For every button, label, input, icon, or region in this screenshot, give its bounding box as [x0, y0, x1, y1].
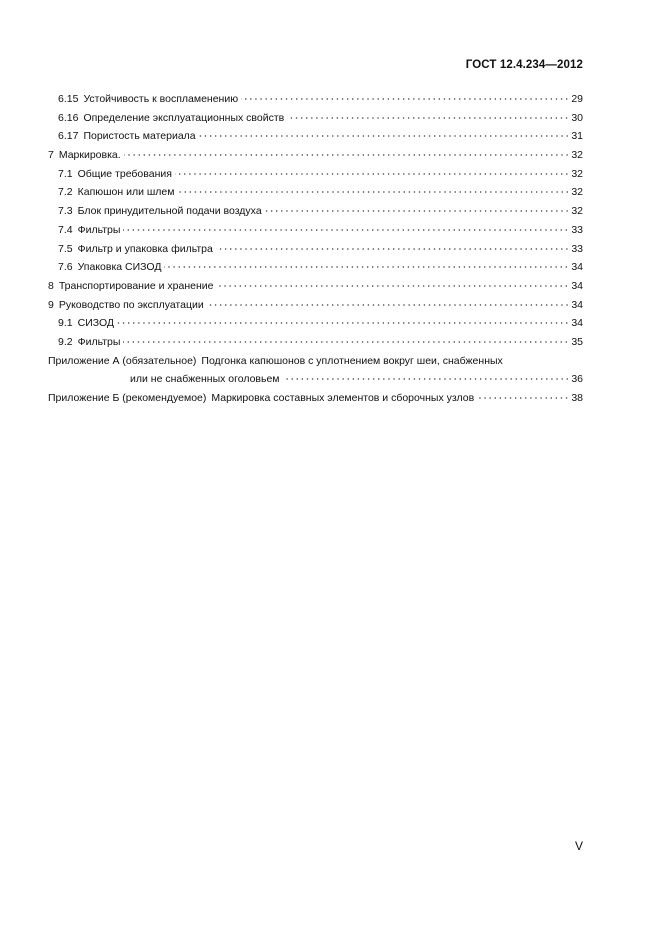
toc-entry-number: 6.15 — [58, 93, 79, 105]
toc-entry-7-6[interactable] — [48, 258, 583, 277]
dot-leader — [207, 304, 570, 306]
toc-entry-7-4[interactable] — [48, 221, 583, 240]
toc-entry-title: Фильтры — [77, 223, 121, 236]
toc-entry-page: 34 — [571, 317, 583, 330]
toc-entry-6-17[interactable] — [48, 127, 583, 146]
appendix-title-line2: или не снабженных оголовьем — [130, 373, 280, 386]
toc-entry-page: 38 — [571, 392, 583, 404]
toc-entry-page: 32 — [571, 186, 583, 199]
toc-entry-title: Определение эксплуатационных свойств — [83, 111, 285, 124]
toc-entry-page: 36 — [571, 373, 583, 386]
toc-entry-title: Упаковка СИЗОД — [77, 261, 162, 274]
toc-entry-title: Блок принудительной подачи воздуха — [77, 205, 262, 218]
toc-entry-8[interactable] — [48, 277, 583, 296]
toc-entry-7[interactable] — [48, 146, 583, 165]
toc-entry-title: СИЗОД — [77, 317, 115, 330]
dot-leader — [178, 191, 570, 193]
toc-entry-title: Общие требования — [77, 167, 172, 180]
toc-entry-page: 31 — [571, 130, 583, 143]
dot-leader — [175, 173, 569, 175]
toc-appendix-a[interactable] — [48, 352, 583, 371]
toc-entry-7-5[interactable] — [48, 240, 583, 259]
toc-entry-7-1[interactable] — [48, 165, 583, 184]
toc-entry-title: Фильтр и упаковка фильтра — [77, 242, 213, 255]
toc-entry-number: 7.2 — [58, 186, 73, 199]
toc-entry-page: 33 — [571, 242, 583, 255]
document-header: ГОСТ 12.4.234—2012 — [465, 59, 583, 71]
appendix-title: Маркировка составных элементов и сборочных узлов — [211, 392, 475, 404]
toc-entry-page: 29 — [571, 93, 583, 105]
dot-leader — [241, 98, 569, 100]
toc-entry-page: 35 — [571, 335, 583, 348]
toc-entry-number: 6.16 — [58, 111, 79, 124]
dot-leader — [477, 397, 569, 399]
toc-entry-number: 6.17 — [58, 130, 79, 143]
appendix-title-line1: Подгонка капюшонов с уплотнением вокруг шеи, снабженных — [201, 354, 503, 367]
dot-leader — [164, 266, 569, 268]
toc-entry-page: 30 — [571, 111, 583, 124]
toc-entry-9[interactable] — [48, 296, 583, 315]
appendix-label: Приложение А (обязательное) — [48, 354, 197, 367]
toc-entry-number: 9.1 — [58, 317, 73, 330]
toc-entry-title: Фильтры — [77, 335, 121, 348]
toc-entry-number: 7.5 — [58, 242, 73, 255]
toc-entry-title: Руководство по эксплуатации — [58, 298, 204, 311]
toc-entry-number: 9 — [48, 298, 54, 311]
toc-entry-number: 7 — [48, 149, 54, 162]
toc-entry-number: 8 — [48, 279, 54, 292]
toc-entry-page: 32 — [571, 205, 583, 218]
toc-entry-9-1[interactable] — [48, 314, 583, 333]
toc-entry-page: 32 — [571, 167, 583, 180]
toc-entry-page: 34 — [571, 261, 583, 274]
toc-entry-title: Пористость материала — [83, 130, 196, 143]
dot-leader — [265, 210, 570, 212]
toc-entry-number: 9.2 — [58, 335, 73, 348]
toc-entry-title: Капюшон или шлем — [77, 186, 175, 199]
toc-entry-7-3[interactable] — [48, 202, 583, 221]
page-number: V — [574, 839, 583, 853]
toc-appendix-b[interactable] — [48, 389, 583, 408]
toc-entry-title: Устойчивость к воспламенению — [83, 93, 239, 105]
table-of-contents — [48, 90, 583, 408]
dot-leader — [287, 117, 569, 119]
toc-entry-7-2[interactable] — [48, 183, 583, 202]
dot-leader — [199, 135, 570, 137]
toc-entry-page: 34 — [571, 279, 583, 292]
toc-entry-page: 33 — [571, 223, 583, 236]
toc-entry-9-2[interactable] — [48, 333, 583, 352]
dot-leader — [216, 285, 569, 287]
toc-entry-number: 7.4 — [58, 223, 73, 236]
toc-appendix-a-continuation[interactable] — [48, 370, 583, 389]
toc-entry-page: 32 — [571, 149, 583, 162]
dot-leader — [283, 378, 570, 380]
dot-leader — [123, 229, 569, 231]
toc-entry-6-15[interactable] — [48, 90, 583, 109]
toc-entry-number: 7.1 — [58, 167, 73, 180]
dot-leader — [123, 341, 569, 343]
dot-leader — [216, 248, 569, 250]
toc-entry-number: 7.3 — [58, 205, 73, 218]
toc-entry-title: Маркировка. — [58, 149, 121, 162]
dot-leader — [124, 154, 570, 156]
toc-entry-number: 7.6 — [58, 261, 73, 274]
toc-entry-page: 34 — [571, 298, 583, 311]
dot-leader — [117, 322, 569, 324]
toc-entry-6-16[interactable] — [48, 109, 583, 128]
appendix-label: Приложение Б (рекомендуемое) — [48, 392, 207, 404]
toc-entry-title: Транспортирование и хранение — [58, 279, 214, 292]
